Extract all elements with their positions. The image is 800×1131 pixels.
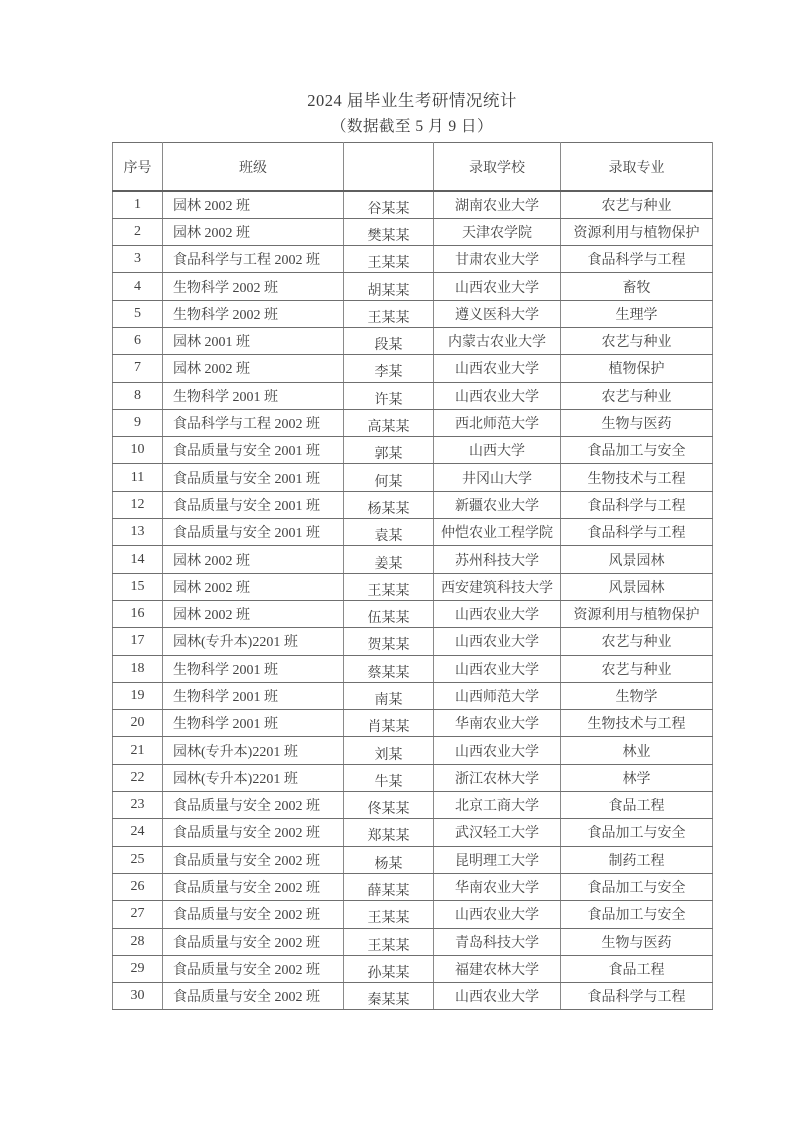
- name-cell: 杨某某: [344, 494, 434, 521]
- major-cell: 资源利用与植物保护: [561, 218, 713, 245]
- class-cell: 食品质量与安全 2001 班: [163, 491, 344, 518]
- school-cell: 苏州科技大学: [434, 546, 561, 573]
- major-cell: 生物与医药: [561, 928, 713, 955]
- seq-cell: 29: [113, 955, 163, 982]
- name-cell: 郑某某: [344, 822, 434, 849]
- major-cell: 食品科学与工程: [561, 491, 713, 518]
- seq-cell: 15: [113, 573, 163, 600]
- name-cell: 蔡某某: [344, 658, 434, 685]
- class-cell: 园林 2001 班: [163, 327, 344, 354]
- seq-cell: 20: [113, 710, 163, 737]
- class-cell: 园林 2002 班: [163, 191, 344, 218]
- major-cell: 食品加工与安全: [561, 901, 713, 928]
- class-cell: 食品质量与安全 2002 班: [163, 792, 344, 819]
- name-cell: 樊某某: [344, 221, 434, 248]
- major-cell: 风景园林: [561, 546, 713, 573]
- major-cell: 生物技术与工程: [561, 710, 713, 737]
- table-row: [113, 983, 713, 1010]
- table-row: [113, 819, 713, 846]
- table-row: [113, 327, 713, 354]
- table-row: [113, 573, 713, 600]
- seq-cell: 7: [113, 355, 163, 382]
- seq-cell: 9: [113, 409, 163, 436]
- seq-cell: 26: [113, 873, 163, 900]
- class-cell: 生物科学 2002 班: [163, 273, 344, 300]
- class-cell: 食品科学与工程 2002 班: [163, 246, 344, 273]
- name-cell: 南某: [344, 685, 434, 712]
- name-cell: 牛某: [344, 767, 434, 794]
- header-class: 班级: [163, 143, 344, 192]
- name-cell: 姜某: [344, 549, 434, 576]
- school-cell: 福建农林大学: [434, 955, 561, 982]
- name-cell: 王某某: [344, 576, 434, 603]
- name-cell: 李某: [344, 358, 434, 385]
- school-cell: 山西农业大学: [434, 382, 561, 409]
- table-row: [113, 710, 713, 737]
- seq-cell: 19: [113, 682, 163, 709]
- major-cell: 制药工程: [561, 846, 713, 873]
- seq-cell: 6: [113, 327, 163, 354]
- seq-cell: 27: [113, 901, 163, 928]
- table-row: [113, 682, 713, 709]
- school-cell: 华南农业大学: [434, 873, 561, 900]
- seq-cell: 23: [113, 792, 163, 819]
- class-cell: 生物科学 2001 班: [163, 682, 344, 709]
- name-cell: 刘某: [344, 740, 434, 767]
- class-cell: 园林 2002 班: [163, 546, 344, 573]
- header-seq: 序号: [113, 143, 163, 192]
- seq-cell: 13: [113, 519, 163, 546]
- name-cell: 秦某某: [344, 986, 434, 1013]
- class-cell: 园林 2002 班: [163, 355, 344, 382]
- table-row: [113, 873, 713, 900]
- class-cell: 园林(专升本)2201 班: [163, 628, 344, 655]
- name-cell: 伍某某: [344, 603, 434, 630]
- school-cell: 浙江农林大学: [434, 764, 561, 791]
- table-row: [113, 437, 713, 464]
- table-row: [113, 764, 713, 791]
- major-cell: 林学: [561, 764, 713, 791]
- name-cell: 何某: [344, 467, 434, 494]
- page-title: 2024 届毕业生考研情况统计: [307, 91, 517, 110]
- seq-cell: 21: [113, 737, 163, 764]
- class-cell: 食品质量与安全 2002 班: [163, 928, 344, 955]
- name-cell: 谷某某: [344, 194, 434, 221]
- class-cell: 食品科学与工程 2002 班: [163, 409, 344, 436]
- major-cell: 农艺与种业: [561, 327, 713, 354]
- class-cell: 生物科学 2001 班: [163, 655, 344, 682]
- table-row: [113, 901, 713, 928]
- seq-cell: 28: [113, 928, 163, 955]
- school-cell: 井冈山大学: [434, 464, 561, 491]
- major-cell: 食品加工与安全: [561, 873, 713, 900]
- class-cell: 食品质量与安全 2002 班: [163, 873, 344, 900]
- name-cell: 王某某: [344, 931, 434, 958]
- table-row: [113, 464, 713, 491]
- major-cell: 食品科学与工程: [561, 519, 713, 546]
- school-cell: 山西农业大学: [434, 737, 561, 764]
- table-row: [113, 737, 713, 764]
- table-row: [113, 928, 713, 955]
- content-area: [112, 0, 712, 1010]
- major-cell: 食品科学与工程: [561, 246, 713, 273]
- major-cell: 林业: [561, 737, 713, 764]
- school-cell: 山西农业大学: [434, 655, 561, 682]
- school-cell: 北京工商大学: [434, 792, 561, 819]
- major-cell: 农艺与种业: [561, 655, 713, 682]
- name-cell: 王某某: [344, 249, 434, 276]
- school-cell: 遵义医科大学: [434, 300, 561, 327]
- seq-cell: 10: [113, 437, 163, 464]
- name-cell: 孙某某: [344, 958, 434, 985]
- class-cell: 食品质量与安全 2001 班: [163, 464, 344, 491]
- major-cell: 资源利用与植物保护: [561, 600, 713, 627]
- major-cell: 食品加工与安全: [561, 819, 713, 846]
- name-cell: 王某某: [344, 303, 434, 330]
- seq-cell: 14: [113, 546, 163, 573]
- major-cell: 食品加工与安全: [561, 437, 713, 464]
- table-header-row: [113, 143, 713, 192]
- school-cell: 山西农业大学: [434, 273, 561, 300]
- seq-cell: 3: [113, 246, 163, 273]
- class-cell: 生物科学 2001 班: [163, 382, 344, 409]
- class-cell: 食品质量与安全 2002 班: [163, 846, 344, 873]
- class-cell: 食品质量与安全 2002 班: [163, 901, 344, 928]
- header-name: [344, 143, 434, 192]
- class-cell: 园林(专升本)2201 班: [163, 737, 344, 764]
- seq-cell: 12: [113, 491, 163, 518]
- name-cell: 高某某: [344, 412, 434, 439]
- class-cell: 食品质量与安全 2002 班: [163, 983, 344, 1010]
- table-row: [113, 846, 713, 873]
- major-cell: 生物技术与工程: [561, 464, 713, 491]
- name-cell: 肖某某: [344, 713, 434, 740]
- table-row: [113, 300, 713, 327]
- school-cell: 青岛科技大学: [434, 928, 561, 955]
- table-row: [113, 546, 713, 573]
- table-row: [113, 655, 713, 682]
- major-cell: 食品科学与工程: [561, 983, 713, 1010]
- table-row: [113, 382, 713, 409]
- seq-cell: 11: [113, 464, 163, 491]
- class-cell: 园林 2002 班: [163, 600, 344, 627]
- school-cell: 华南农业大学: [434, 710, 561, 737]
- school-cell: 昆明理工大学: [434, 846, 561, 873]
- table-row: [113, 273, 713, 300]
- school-cell: 山西农业大学: [434, 355, 561, 382]
- class-cell: 食品质量与安全 2001 班: [163, 519, 344, 546]
- seq-cell: 22: [113, 764, 163, 791]
- major-cell: 食品工程: [561, 955, 713, 982]
- major-cell: 农艺与种业: [561, 191, 713, 218]
- major-cell: 生物与医药: [561, 409, 713, 436]
- major-cell: 生理学: [561, 300, 713, 327]
- table-row: [113, 491, 713, 518]
- header-school: 录取学校: [434, 143, 561, 192]
- class-cell: 食品质量与安全 2002 班: [163, 955, 344, 982]
- school-cell: 新疆农业大学: [434, 491, 561, 518]
- seq-cell: 30: [113, 983, 163, 1010]
- name-cell: 王某某: [344, 904, 434, 931]
- seq-cell: 5: [113, 300, 163, 327]
- name-cell: 佟某某: [344, 795, 434, 822]
- class-cell: 园林 2002 班: [163, 573, 344, 600]
- table-row: [113, 519, 713, 546]
- seq-cell: 24: [113, 819, 163, 846]
- class-cell: 生物科学 2001 班: [163, 710, 344, 737]
- school-cell: 山西农业大学: [434, 901, 561, 928]
- name-cell: 许某: [344, 385, 434, 412]
- name-cell: 段某: [344, 330, 434, 357]
- major-cell: 风景园林: [561, 573, 713, 600]
- school-cell: 山西农业大学: [434, 983, 561, 1010]
- table-row: [113, 628, 713, 655]
- seq-cell: 4: [113, 273, 163, 300]
- name-cell: 袁某: [344, 522, 434, 549]
- school-cell: 山西农业大学: [434, 628, 561, 655]
- school-cell: 武汉轻工大学: [434, 819, 561, 846]
- table-row: [113, 218, 713, 245]
- school-cell: 甘肃农业大学: [434, 246, 561, 273]
- school-cell: 西北师范大学: [434, 409, 561, 436]
- major-cell: 植物保护: [561, 355, 713, 382]
- school-cell: 山西大学: [434, 437, 561, 464]
- seq-cell: 25: [113, 846, 163, 873]
- school-cell: 西安建筑科技大学: [434, 573, 561, 600]
- name-cell: 贺某某: [344, 631, 434, 658]
- class-cell: 园林(专升本)2201 班: [163, 764, 344, 791]
- name-cell: 胡某某: [344, 276, 434, 303]
- table-row: [113, 955, 713, 982]
- table-row: [113, 191, 713, 218]
- major-cell: 农艺与种业: [561, 382, 713, 409]
- seq-cell: 18: [113, 655, 163, 682]
- class-cell: 食品质量与安全 2001 班: [163, 437, 344, 464]
- school-cell: 山西师范大学: [434, 682, 561, 709]
- major-cell: 农艺与种业: [561, 628, 713, 655]
- table-body: [113, 191, 713, 1010]
- major-cell: 食品工程: [561, 792, 713, 819]
- school-cell: 天津农学院: [434, 218, 561, 245]
- class-cell: 食品质量与安全 2002 班: [163, 819, 344, 846]
- class-cell: 生物科学 2002 班: [163, 300, 344, 327]
- table-row: [113, 792, 713, 819]
- name-cell: 郭某: [344, 440, 434, 467]
- major-cell: 生物学: [561, 682, 713, 709]
- seq-cell: 1: [113, 191, 163, 218]
- school-cell: 内蒙古农业大学: [434, 327, 561, 354]
- school-cell: 仲恺农业工程学院: [434, 519, 561, 546]
- admission-table: [112, 142, 713, 1010]
- header-major: 录取专业: [561, 143, 713, 192]
- seq-cell: 17: [113, 628, 163, 655]
- name-cell: 薛某某: [344, 876, 434, 903]
- school-cell: 山西农业大学: [434, 600, 561, 627]
- seq-cell: 8: [113, 382, 163, 409]
- table-row: [113, 246, 713, 273]
- seq-cell: 16: [113, 600, 163, 627]
- table-row: [113, 600, 713, 627]
- page-subtitle: （数据截至 5 月 9 日）: [330, 118, 493, 135]
- seq-cell: 2: [113, 218, 163, 245]
- name-cell: 杨某: [344, 849, 434, 876]
- school-cell: 湖南农业大学: [434, 191, 561, 218]
- major-cell: 畜牧: [561, 273, 713, 300]
- class-cell: 园林 2002 班: [163, 218, 344, 245]
- table-row: [113, 355, 713, 382]
- table-row: [113, 409, 713, 436]
